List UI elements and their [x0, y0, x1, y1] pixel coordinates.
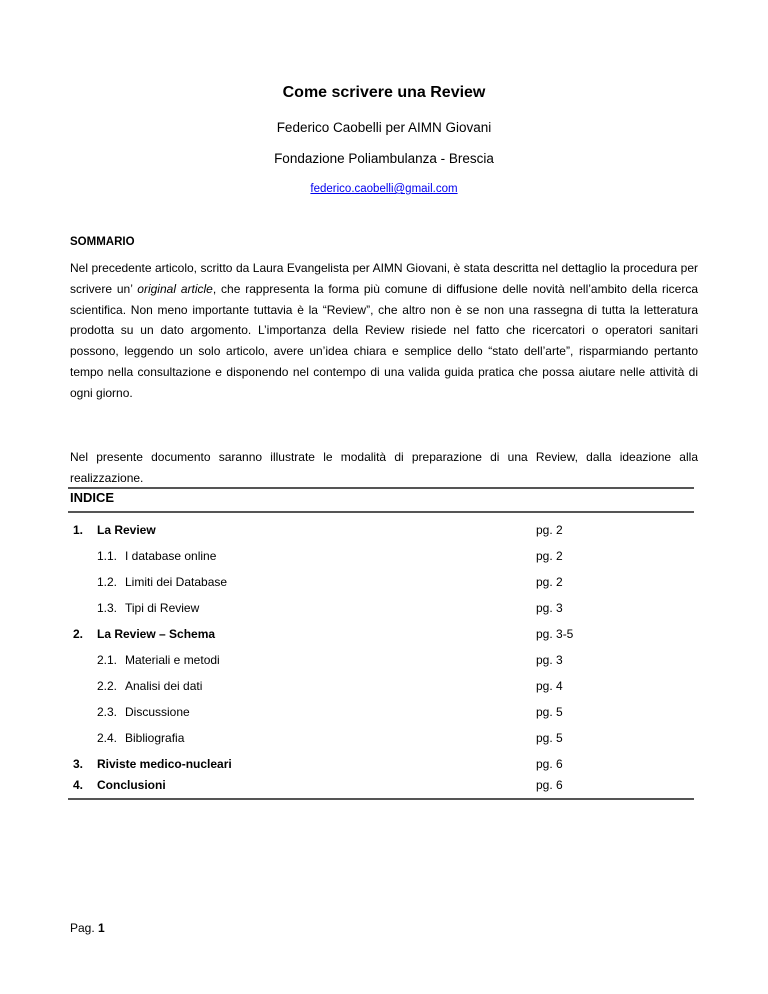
toc-number: 1.3.: [97, 601, 118, 615]
toc-number: 2.4.: [97, 731, 118, 745]
toc-page: pg. 3: [536, 653, 563, 667]
toc-row[interactable]: [0, 575, 768, 595]
summary-paragraph-1: [70, 258, 698, 404]
toc-page: pg. 4: [536, 679, 563, 693]
toc-number: 4.: [73, 778, 84, 792]
toc-label: La Review – Schema: [97, 627, 216, 641]
toc-page: pg. 2: [536, 549, 563, 563]
toc-label: Conclusioni: [97, 778, 166, 792]
toc-page: pg. 5: [536, 731, 563, 745]
toc-label: Tipi di Review: [125, 601, 200, 615]
toc-row[interactable]: [0, 653, 768, 673]
toc-row[interactable]: [0, 705, 768, 725]
toc-label: La Review: [97, 523, 156, 537]
toc-page: pg. 2: [536, 523, 563, 537]
summary-paragraph-2: Nel presente documento saranno illustrate le modalità di preparazione di una Review, dalla ideazione alla realizzazione.: [70, 450, 698, 485]
toc-label: Discussione: [125, 705, 190, 719]
summary-p1-part-a: Nel precedente articolo, scritto da Laura Evangelista per AIMN Giovani, è stata descritta nel dettaglio la procedura per scrivere un’: [70, 261, 698, 296]
toc-row[interactable]: [0, 601, 768, 621]
toc-page: pg. 2: [536, 575, 563, 589]
toc-number: 2.2.: [97, 679, 118, 693]
toc-page: pg. 5: [536, 705, 563, 719]
toc-page: pg. 6: [536, 778, 563, 792]
toc-row[interactable]: [0, 627, 768, 647]
footer-prefix: Pag.: [70, 921, 99, 935]
toc-heading-rule: [68, 511, 694, 513]
summary-p1-part-b: , che rappresenta la forma più comune di diffusione delle novità nell’ambito della ricerca scientifica. Non meno importante tuttavia è la “Review”, che altro non è se non una rassegna di tutta la letteratura prodotta su un dato argomento. L’importanza della Review risiede nel fatto che ricercatori o operatori sanitari possono, leggendo un solo articolo, avere un’idea chiara e semplice dello “stato dell’arte”, risparmiando pertanto tempo nella consultazione e disponendo nel contempo di una valida guida pratica che possa aiutare nelle attività di ogni giorno.: [70, 281, 699, 400]
toc-label: Limiti dei Database: [125, 575, 228, 589]
toc-label: Analisi dei dati: [125, 679, 203, 693]
email-link[interactable]: federico.caobelli@gmail.com: [310, 183, 458, 195]
toc-row[interactable]: [0, 523, 768, 543]
document-title: Come scrivere una Review: [282, 84, 486, 101]
toc-number: 1.2.: [97, 575, 118, 589]
toc-row[interactable]: [0, 757, 768, 777]
footer-page-number: 1: [98, 921, 105, 935]
toc-row[interactable]: [0, 679, 768, 699]
toc-heading: INDICE: [70, 490, 115, 505]
affiliation-line: Fondazione Poliambulanza - Brescia: [274, 151, 494, 166]
toc-label: Riviste medico-nucleari: [97, 757, 232, 771]
toc-top-rule: [68, 487, 694, 489]
toc-number: 2.3.: [97, 705, 118, 719]
toc-number: 1.1.: [97, 549, 118, 563]
summary-heading: SOMMARIO: [70, 236, 135, 248]
toc-number: 2.1.: [97, 653, 118, 667]
toc-row[interactable]: [0, 778, 768, 798]
toc-page: pg. 6: [536, 757, 563, 771]
toc-bottom-rule: [68, 798, 694, 800]
author-line: Federico Caobelli per AIMN Giovani: [276, 120, 492, 135]
toc-label: Bibliografia: [125, 731, 185, 745]
toc-number: 1.: [73, 523, 84, 537]
toc-row[interactable]: [0, 549, 768, 569]
toc-page: pg. 3-5: [536, 627, 574, 641]
email-line: [0, 183, 768, 195]
page-footer: [70, 921, 105, 935]
toc-number: 3.: [73, 757, 84, 771]
summary-p1-emphasis: original article: [137, 281, 213, 296]
toc-label: Materiali e metodi: [125, 653, 220, 667]
toc-row[interactable]: [0, 731, 768, 751]
toc-page: pg. 3: [536, 601, 563, 615]
toc-number: 2.: [73, 627, 84, 641]
toc-label: I database online: [125, 549, 217, 563]
